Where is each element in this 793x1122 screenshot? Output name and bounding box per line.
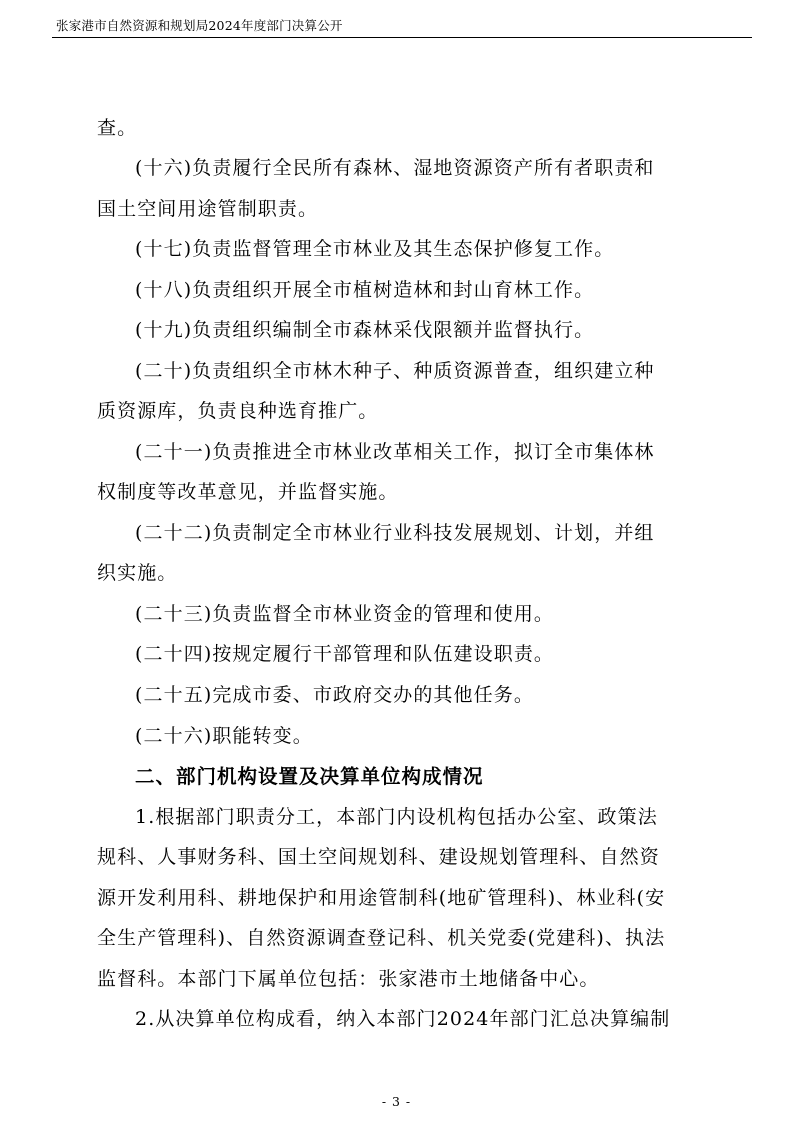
body-line: 监督科。本部门下属单位包括：张家港市土地储备中心。 [97,968,600,990]
body-line: (二十二)负责制定全市林业行业科技发展规划、计划，并组 [135,522,655,544]
body-line: 织实施。 [97,562,178,584]
body-line: 源开发利用科、耕地保护和用途管制科(地矿管理科)、林业科(安 [97,887,666,909]
body-line: (十九)负责组织编制全市森林采伐限额并监督执行。 [135,319,595,341]
body-line: (十六)负责履行全民所有森林、湿地资源资产所有者职责和 [135,157,655,179]
body-line: 国土空间用途管制职责。 [97,198,319,220]
section-heading: 二、部门机构设置及决算单位构成情况 [135,765,484,788]
body-line: 质资源库，负责良种选育推广。 [97,400,379,422]
body-line: (二十一)负责推进全市林业改革相关工作，拟订全市集体林 [135,441,655,463]
body-line: 全生产管理科)、自然资源调查登记科、机关党委(党建科)、执法 [97,927,666,949]
body-line: 1.根据部门职责分工，本部门内设机构包括办公室、政策法 [135,806,658,828]
body-line: (十八)负责组织开展全市植树造林和封山育林工作。 [135,279,595,301]
body-line: (二十四)按规定履行干部管理和队伍建设职责。 [135,643,555,665]
body-line: (二十五)完成市委、市政府交办的其他任务。 [135,684,534,706]
body-line: (二十)负责组织全市林木种子、种质资源普查，组织建立种 [135,360,655,382]
body-line: 规科、人事财务科、国土空间规划科、建设规划管理科、自然资 [97,846,660,868]
body-line: 权制度等改革意见，并监督实施。 [97,481,399,503]
body-line: (二十三)负责监督全市林业资金的管理和使用。 [135,603,555,625]
body-line: 2.从决算单位构成看，纳入本部门2024年部门汇总决算编制 [135,1008,671,1030]
page-number: - 3 - [381,1094,412,1109]
running-header [52,15,752,38]
body-line: (十七)负责监督管理全市林业及其生态保护修复工作。 [135,238,615,260]
header-title: 张家港市自然资源和规划局2024年度部门决算公开 [56,18,343,33]
body-line: (二十六)职能转变。 [135,725,313,747]
body-line: 查。 [97,117,138,139]
